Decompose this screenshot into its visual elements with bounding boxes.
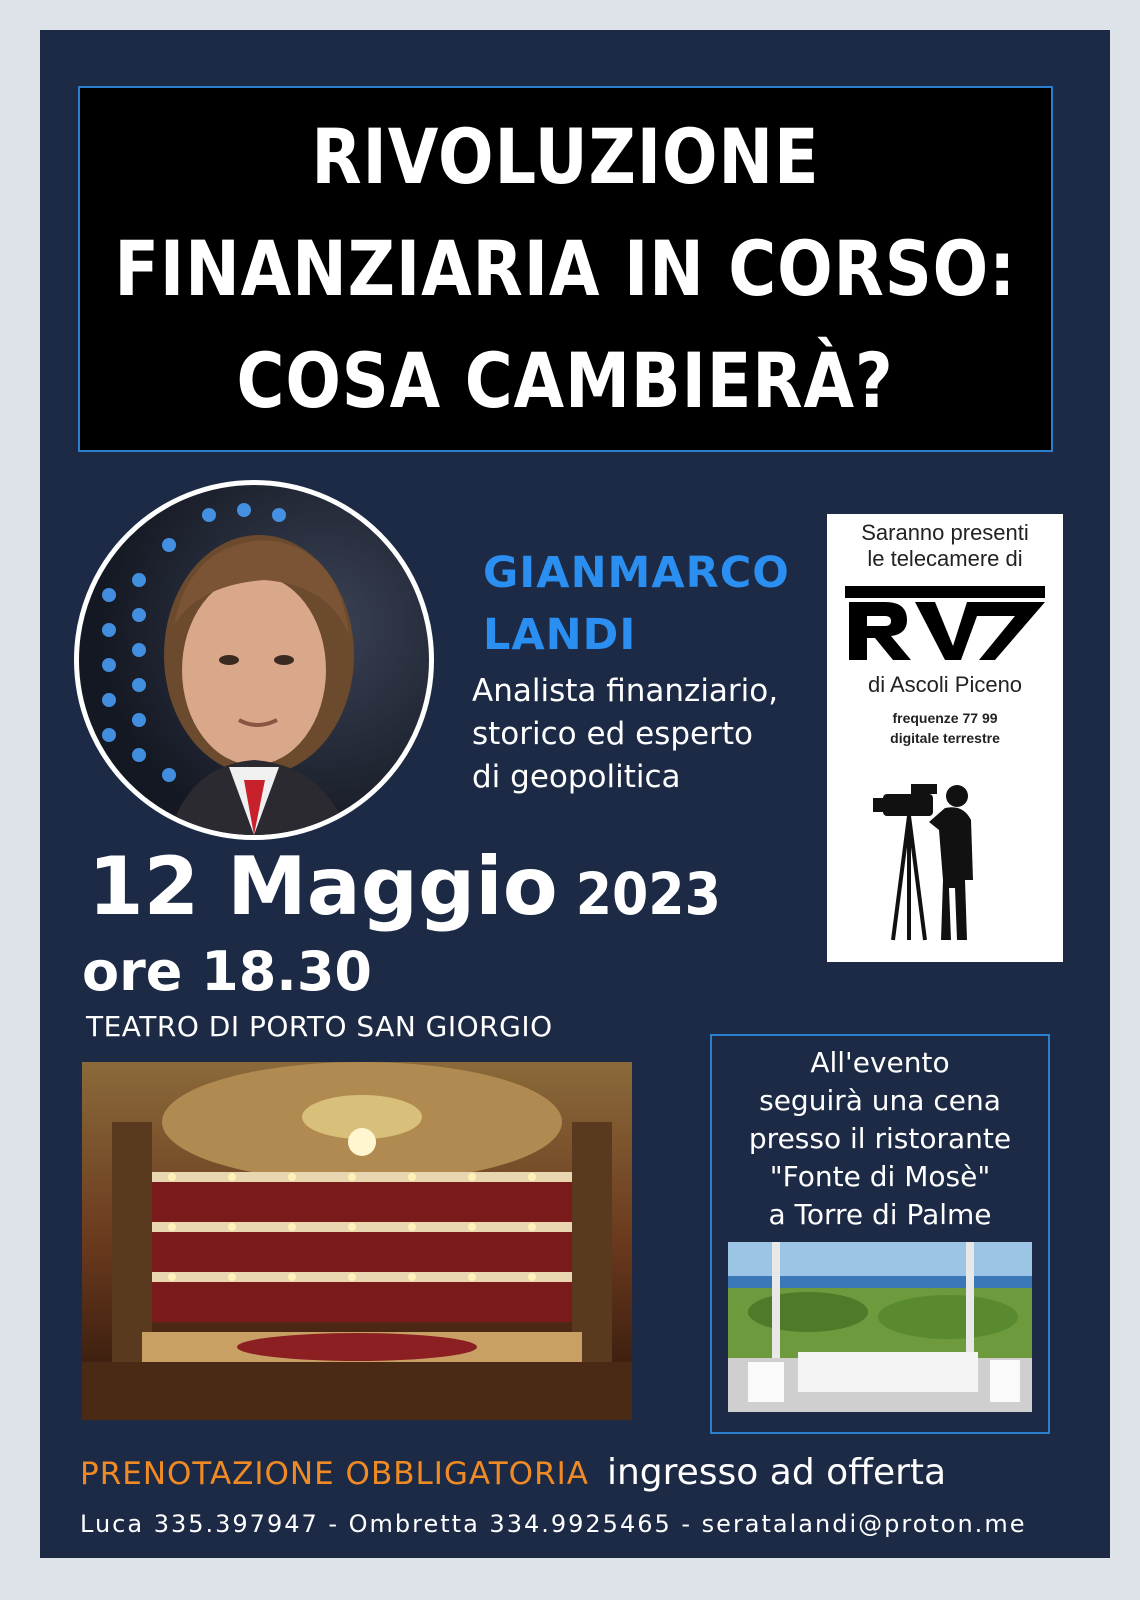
booking-required: PRENOTAZIONE OBBLIGATORIA (80, 1456, 589, 1492)
tv-intro-line-1: Saranno presenti (861, 520, 1029, 545)
speaker-photo (79, 485, 429, 835)
dinner-text (712, 1044, 1048, 1234)
tv-coverage-box (827, 514, 1063, 962)
speaker-desc-line-3: di geopolitica (472, 759, 681, 795)
tv-logo (827, 578, 1063, 668)
tv-intro (827, 520, 1063, 572)
tv-logo-mark (845, 578, 1045, 664)
speaker-description (472, 670, 778, 799)
tv-freq-line-2: digitale terrestre (890, 730, 1000, 746)
dinner-line-4: "Fonte di Mosè" (769, 1160, 991, 1193)
booking-line (80, 1452, 946, 1493)
tv-frequencies (827, 708, 1063, 748)
title-line-2: FINANZIARIA IN CORSO: (114, 224, 1017, 313)
title-box (78, 86, 1053, 452)
contact-info: Luca 335.397947 - Ombretta 334.9925465 - seratalandi@proton.me (80, 1510, 1027, 1538)
speaker-first-name: GIANMARCO (483, 548, 790, 598)
speaker-portrait (74, 480, 434, 840)
title-line-1: RIVOLUZIONE (311, 112, 820, 201)
event-poster (40, 30, 1110, 1558)
speaker-desc-line-2: storico ed esperto (472, 716, 753, 752)
event-year: 2023 (575, 860, 721, 928)
speaker-desc-line-1: Analista finanziario, (472, 673, 779, 709)
title-line-3: COSA CAMBIERÀ? (236, 336, 895, 425)
restaurant-photo (728, 1242, 1032, 1412)
tv-freq-line-1: frequenze 77 99 (892, 710, 998, 726)
event-venue: TEATRO DI PORTO SAN GIORGIO (86, 1010, 553, 1043)
tv-city: di Ascoli Piceno (867, 672, 1023, 697)
dinner-line-5: a Torre di Palme (768, 1198, 992, 1231)
restaurant-image (728, 1242, 1032, 1412)
cameraman-icon (873, 770, 993, 950)
dinner-line-1: All'evento (810, 1046, 950, 1079)
speaker-name (483, 542, 790, 666)
theatre-photo (82, 1062, 632, 1420)
theatre-image (82, 1062, 632, 1420)
event-day-month: 12 Maggio (88, 840, 558, 933)
dinner-line-3: presso il ristorante (748, 1122, 1012, 1155)
dinner-line-2: seguirà una cena (759, 1084, 1001, 1117)
event-date (88, 840, 721, 933)
dinner-info-box (710, 1034, 1050, 1434)
speaker-last-name: LANDI (483, 610, 637, 660)
tv-intro-line-2: le telecamere di (867, 546, 1023, 571)
event-time: ore 18.30 (82, 940, 372, 1003)
entry-note: ingresso ad offerta (606, 1452, 947, 1493)
